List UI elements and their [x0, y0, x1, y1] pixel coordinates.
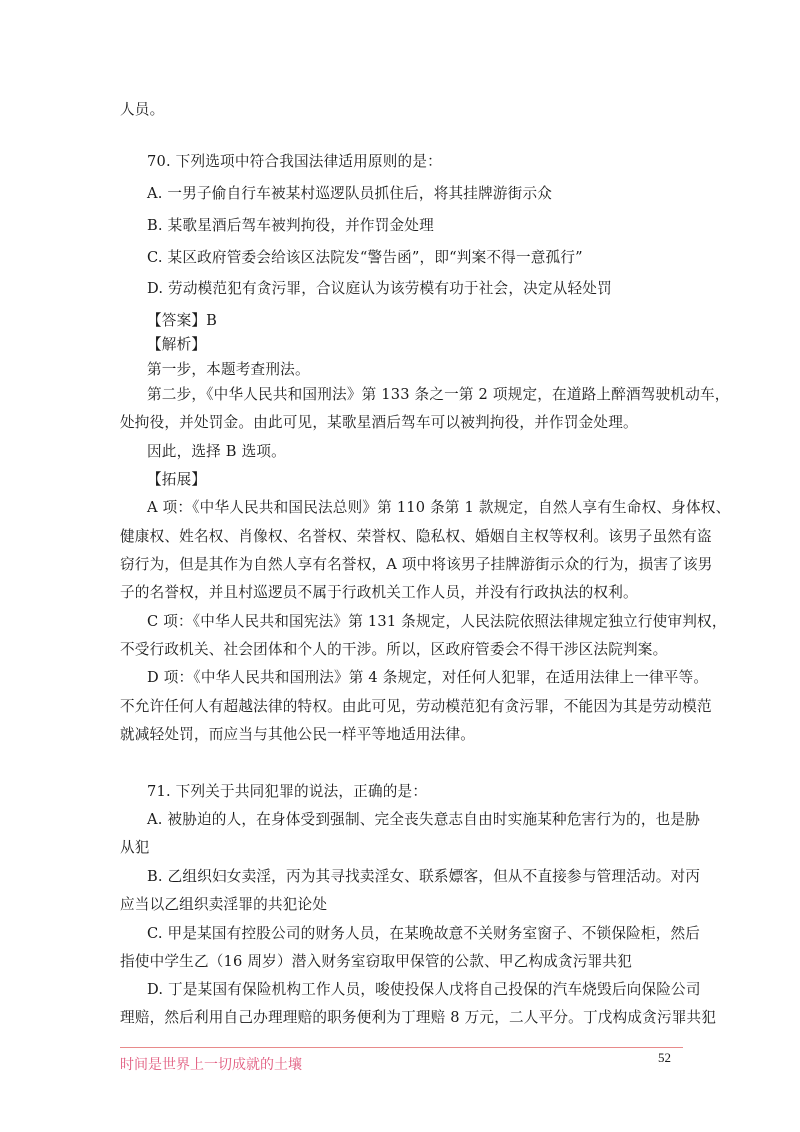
analysis-conclusion: 因此，选择 B 选项。	[147, 443, 286, 460]
extension-heading: 【拓展】	[147, 471, 207, 488]
question-70-option-b: B. 某歌星酒后驾车被判拘役，并作罚金处理	[147, 217, 434, 234]
question-71-option-b: B. 乙组织妇女卖淫，丙为其寻找卖淫女、联系嫖客，但从不直接参与管理活动。对丙	[147, 868, 701, 885]
question-71-option-a: A. 被胁迫的人，在身体受到强制、完全丧失意志自由时实施某种危害行为的，也是胁	[147, 811, 700, 828]
extension-c-cont: 不受行政机关、社会团体和个人的干涉。所以，区政府管委会不得干涉区法院判案。	[120, 641, 668, 658]
extension-a-cont: 窃行为，但是其作为自然人享有名誉权，A 项中将该男子挂牌游街示众的行为，损害了该男	[120, 556, 713, 573]
extension-d-cont: 就减轻处罚，而应当与其他公民一样平等地适用法律。	[120, 726, 476, 743]
analysis-step-2: 第二步，《中华人民共和国刑法》第 133 条之一第 2 项规定，在道路上醉酒驾驶机动车，	[147, 386, 730, 403]
question-71-option-a-cont: 从犯	[120, 839, 150, 856]
question-71-option-d-cont: 理赔，然后利用自己办理理赔的职务便利为丁理赔 8 万元，二人平分。丁戊构成贪污罪共犯	[120, 1009, 717, 1026]
question-71-option-b-cont: 应当以乙组织卖淫罪的共犯论处	[120, 896, 328, 913]
question-71-option-c-cont: 指使中学生乙（16 周岁）潜入财务室窃取甲保管的公款、甲乙构成贪污罪共犯	[120, 953, 633, 970]
footer-divider	[120, 1047, 683, 1048]
extension-a-cont: 健康权、姓名权、肖像权、名誉权、荣誉权、隐私权、婚姻自主权等权利。该男子虽然有盗	[120, 528, 712, 545]
question-71-option-c: C. 甲是某国有控股公司的财务人员，在某晚故意不关财务室窗子、不锁保险柜，然后	[147, 925, 701, 942]
extension-d: D 项：《中华人民共和国刑法》第 4 条规定，对任何人犯罪，在适用法律上一律平等。	[147, 669, 709, 686]
answer-label: 【答案】B	[147, 312, 218, 329]
page-number: 52	[658, 1050, 671, 1065]
question-70-option-c: C. 某区政府管委会给该区法院发“警告函”，即“判案不得一意孤行”	[147, 249, 583, 266]
text-line: 人员。	[120, 101, 165, 118]
analysis-heading: 【解析】	[147, 336, 207, 353]
question-71-option-d: D. 丁是某国有保险机构工作人员，唆使投保人戊将自己投保的汽车烧毁后向保险公司	[147, 981, 701, 998]
extension-c: C 项：《中华人民共和国宪法》第 131 条规定，人民法院依照法律规定独立行使审判权，	[147, 613, 727, 630]
question-70-option-a: A. 一男子偷自行车被某村巡逻队员抓住后，将其挂牌游街示众	[147, 185, 553, 202]
extension-a: A 项：《中华人民共和国民法总则》第 110 条第 1 款规定，自然人享有生命权、身体权、	[147, 499, 731, 516]
question-71-stem: 71. 下列关于共同犯罪的说法，正确的是：	[147, 783, 428, 800]
analysis-step-1: 第一步，本题考查刑法。	[147, 361, 310, 378]
analysis-step-2-cont: 处拘役，并处罚金。由此可见，某歌星酒后驾车可以被判拘役，并作罚金处理。	[120, 414, 638, 431]
extension-d-cont: 不允许任何人有超越法律的特权。由此可见，劳动模范犯有贪污罪，不能因为其是劳动模范	[120, 698, 712, 715]
question-70-stem: 70. 下列选项中符合我国法律适用原则的是：	[147, 153, 442, 170]
footer-motto: 时间是世界上一切成就的土壤	[120, 1057, 302, 1073]
extension-a-cont: 子的名誉权，并且村巡逻员不属于行政机关工作人员，并没有行政执法的权利。	[120, 584, 638, 601]
question-70-option-d: D. 劳动模范犯有贪污罪，合议庭认为该劳模有功于社会，决定从轻处罚	[147, 280, 612, 297]
